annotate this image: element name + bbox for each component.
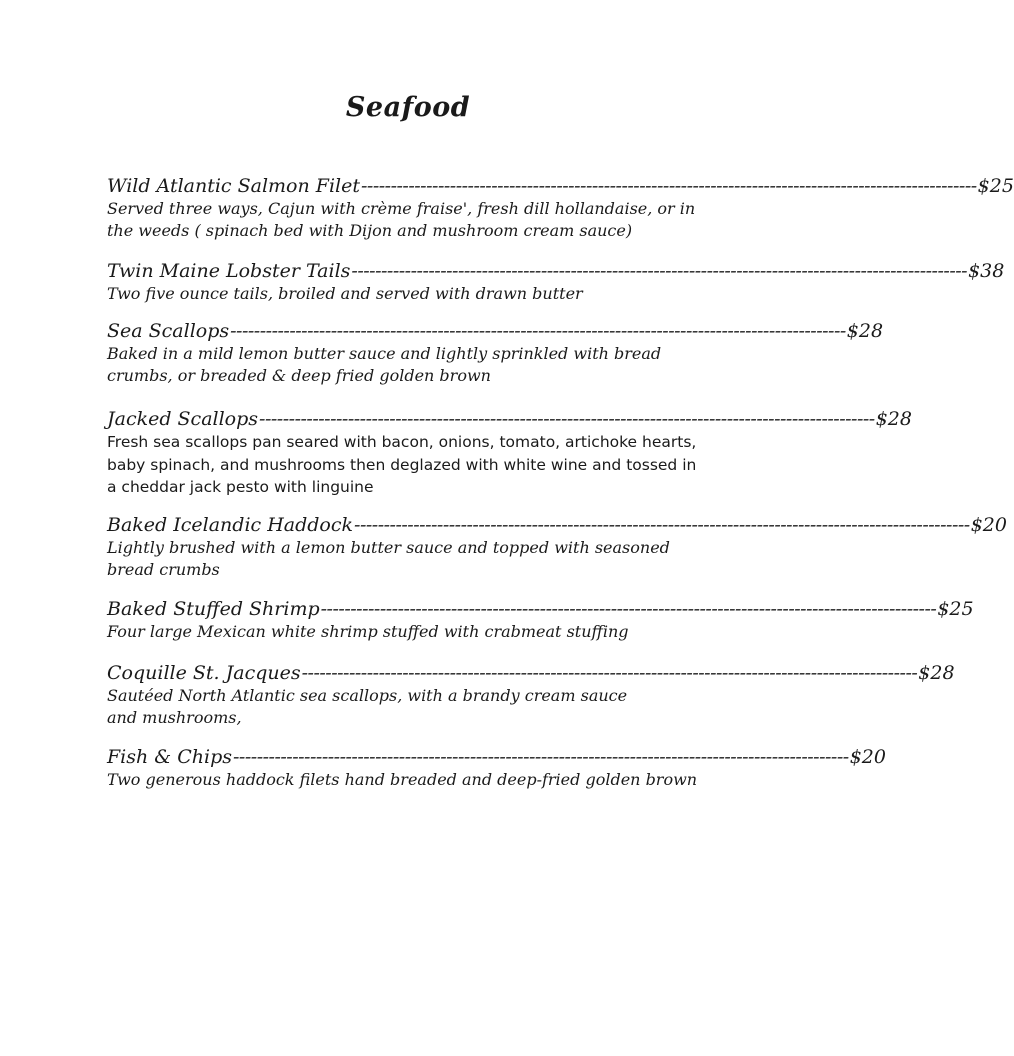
- menu-item-lobster: [107, 259, 1005, 305]
- price-leader: --------------------------------------------------------------------------------------------------------: [351, 260, 968, 282]
- menu-item-description: Served three ways, Cajun with crème fraise', fresh dill hollandaise, or in the weeds ( spinach bed with Dijon and mushroom cream sauce): [107, 199, 696, 240]
- price-leader: --------------------------------------------------------------------------------------------------------: [360, 175, 977, 197]
- price-leader: --------------------------------------------------------------------------------------------------------: [301, 661, 918, 684]
- menu-item-price: $20: [849, 745, 886, 768]
- menu-item-price: $25: [937, 597, 974, 620]
- menu-item-name: Fish & Chips: [107, 745, 233, 768]
- menu-item-stuffed-shrimp: [107, 597, 974, 643]
- menu-item-header: [107, 319, 884, 343]
- menu-item-haddock: [107, 513, 1007, 581]
- price-leader: --------------------------------------------------------------------------------------------------------: [233, 745, 849, 768]
- menu-item-fish-chips: [107, 745, 886, 791]
- menu-item-header: [107, 597, 974, 621]
- menu-item-description: [107, 685, 713, 729]
- menu-item-name: Wild Atlantic Salmon Filet: [107, 175, 360, 197]
- menu-item-header: [107, 513, 1007, 537]
- menu-item-description: Four large Mexican white shrimp stuffed with crabmeat stuffing: [107, 621, 629, 641]
- menu-list: [107, 174, 1014, 791]
- menu-item-price: $20: [970, 513, 1007, 536]
- menu-item-description: Fresh sea scallops pan seared with bacon, onions, tomato, artichoke hearts, baby spinach, and mushrooms then deglazed with white wine and tossed in a cheddar jack pesto with linguine: [107, 433, 697, 496]
- menu-item-name: Jacked Scallops: [107, 408, 259, 430]
- menu-item-description-line: Sautéed North Atlantic sea scallops, with a brandy cream sauce: [107, 685, 628, 705]
- price-leader: --------------------------------------------------------------------------------------------------------: [354, 513, 970, 536]
- menu-item-price: $28: [918, 661, 955, 684]
- menu-item-price: $38: [968, 260, 1005, 282]
- price-leader: --------------------------------------------------------------------------------------------------------: [320, 597, 937, 620]
- menu-item-description: Baked in a mild lemon butter sauce and lightly sprinkled with bread crumbs, or breaded & deep fried golden brown: [107, 344, 662, 385]
- menu-item-header: [107, 661, 955, 685]
- price-leader: --------------------------------------------------------------------------------------------------------: [230, 320, 846, 342]
- menu-item-description: Two five ounce tails, broiled and served with drawn butter: [107, 284, 583, 303]
- menu-item-salmon: [107, 174, 1014, 242]
- menu-item-price: $28: [875, 408, 912, 430]
- page-title: Seafood: [345, 92, 471, 123]
- menu-item-coquille: [107, 661, 955, 729]
- menu-item-header: [107, 407, 912, 431]
- menu-item-header: [107, 259, 1005, 283]
- menu-item-price: $25: [977, 175, 1014, 197]
- menu-item-description: Two generous haddock filets hand breaded and deep-fried golden brown: [107, 769, 698, 789]
- menu-item-header: [107, 174, 1014, 198]
- menu-item-description: Lightly brushed with a lemon butter sauce and topped with seasoned bread crumbs: [107, 537, 670, 579]
- menu-item-price: $28: [846, 320, 884, 342]
- menu-item-name: Sea Scallops: [107, 320, 230, 342]
- menu-item-name: Twin Maine Lobster Tails: [107, 260, 351, 282]
- menu-item-description-line: and mushrooms,: [107, 707, 242, 727]
- menu-item-name: Coquille St. Jacques: [107, 661, 301, 684]
- menu-item-name: Baked Icelandic Haddock: [107, 513, 354, 536]
- menu-item-sea-scallops: [107, 319, 884, 387]
- price-leader: --------------------------------------------------------------------------------------------------------: [259, 408, 875, 430]
- menu-item-header: [107, 745, 886, 769]
- menu-item-jacked-scallops: [107, 407, 912, 499]
- menu-item-name: Baked Stuffed Shrimp: [107, 597, 320, 620]
